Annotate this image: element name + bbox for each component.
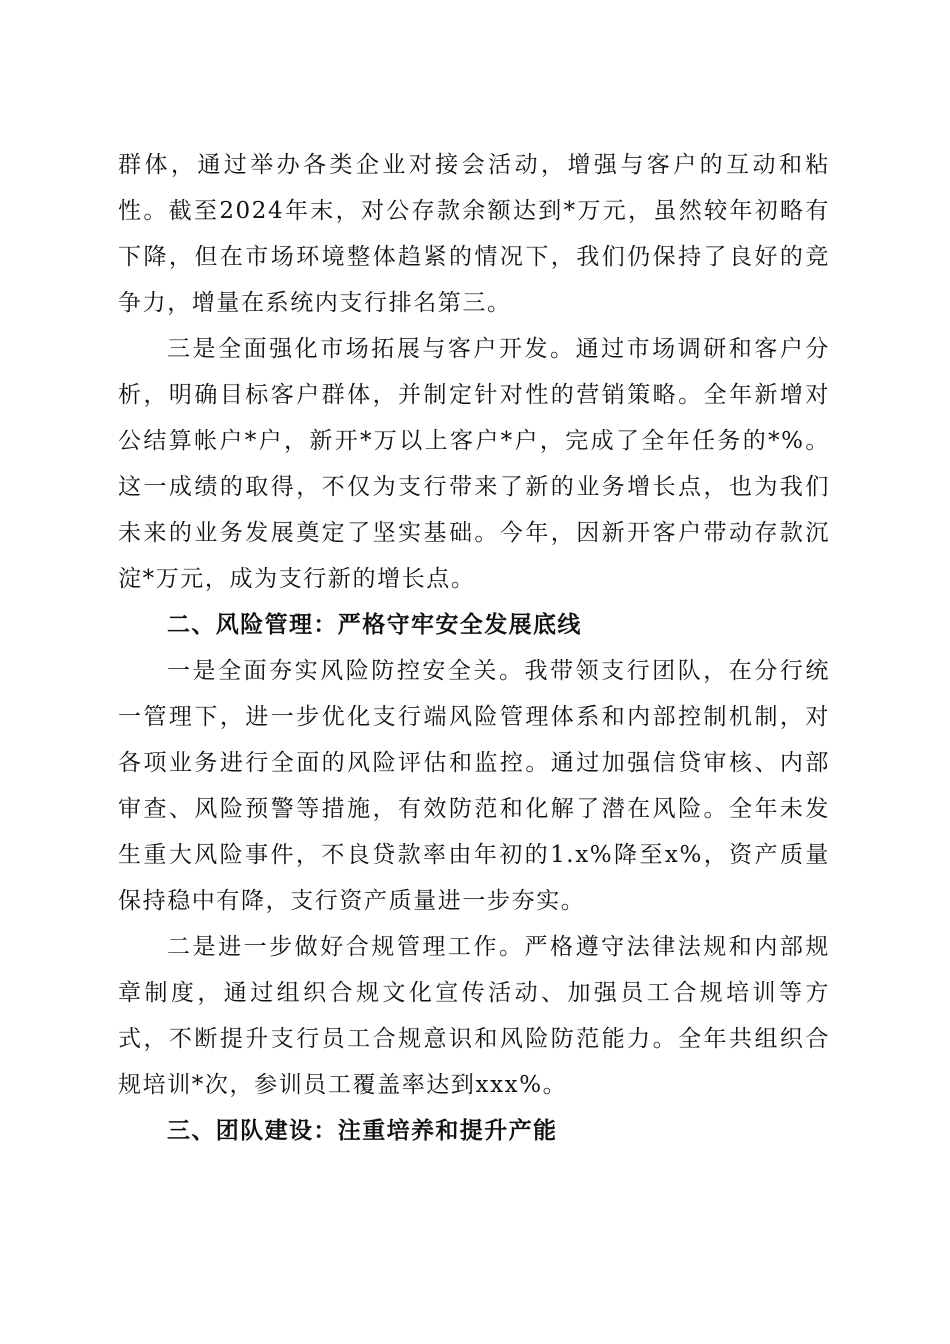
document-body	[118, 142, 830, 1154]
paragraph-lead: 三是全面强化市场拓展与客户开发。	[167, 336, 576, 362]
paragraph-risk-control	[118, 648, 830, 924]
section-heading-team-building: 三、团队建设：注重培养和提升产能	[167, 1118, 558, 1144]
paragraph-market-expansion	[118, 326, 830, 602]
paragraph-lead: 二是进一步做好合规管理工作。	[167, 934, 525, 960]
section-heading-risk-management: 二、风险管理：严格守牢安全发展底线	[167, 612, 582, 638]
paragraph-body: 严格遵守法律法规和内部规章制度，通过组织合规文化宣传活动、加强员工合规培训等方式，不断提升支行员工合规意识和风险防范能力。全年共组织合规培训*次，参训员工覆盖率达到xxx%。	[118, 934, 830, 1098]
paragraph-compliance	[118, 924, 830, 1108]
paragraph-body: 通过市场调研和客户分析，明确目标客户群体，并制定针对性的营销策略。全年新增对公结算帐户*户，新开*万以上客户*户，完成了全年任务的*%。这一成绩的取得，不仅为支行带来了新的业务增长点，也为我们未来的业务发展奠定了坚实基础。今年，因新开客户带动存款沉淀*万元，成为支行新的增长点。	[118, 336, 830, 592]
paragraph-continuation: 群体，通过举办各类企业对接会活动，增强与客户的互动和粘性。截至2024年末，对公存款余额达到*万元，虽然较年初略有下降，但在市场环境整体趋紧的情况下，我们仍保持了良好的竞争力，增量在系统内支行排名第三。	[118, 152, 830, 316]
paragraph-lead: 一是全面夯实风险防控安全关。	[167, 658, 525, 684]
paragraph-body: 我带领支行团队，在分行统一管理下，进一步优化支行端风险管理体系和内部控制机制，对各项业务进行全面的风险评估和监控。通过加强信贷审核、内部审查、风险预警等措施，有效防范和化解了潜在风险。全年未发生重大风险事件，不良贷款率由年初的1.x%降至x%，资产质量保持稳中有降，支行资产质量进一步夯实。	[118, 658, 830, 914]
